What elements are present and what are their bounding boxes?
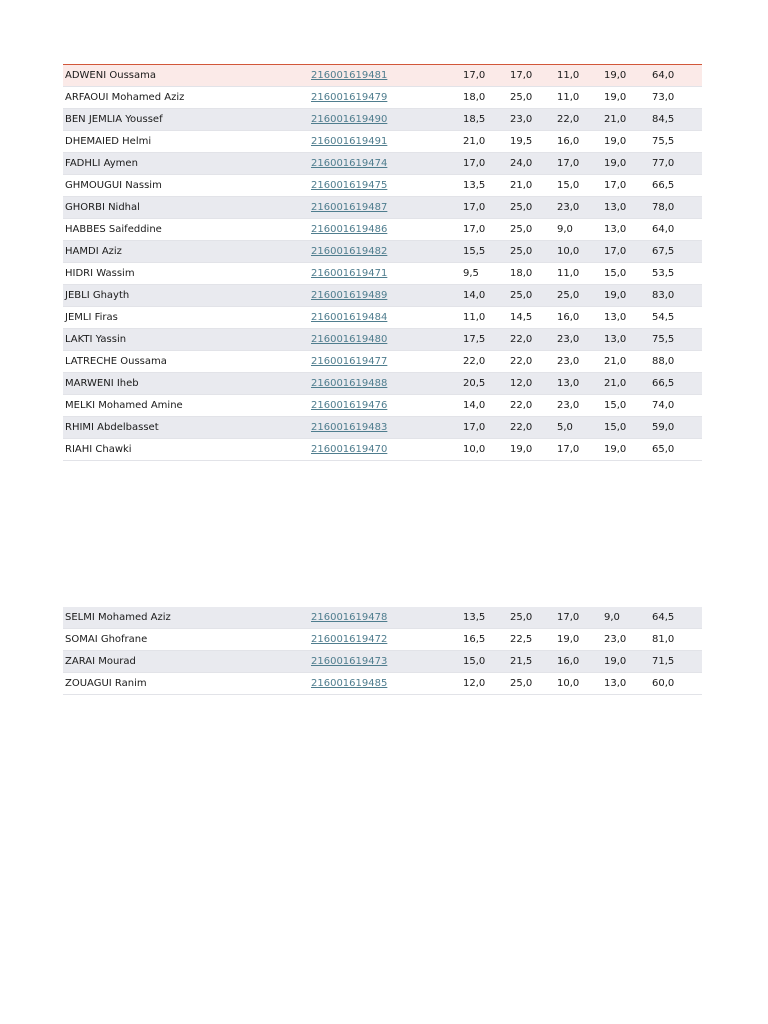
total-score-cell: 53,5 [652,268,675,279]
score-cell-4: 15,0 [604,268,627,279]
score-cell-2: 21,0 [510,180,533,191]
score-cell-3: 10,0 [557,246,580,257]
student-grades-table-part-2 [63,607,702,695]
student-name-cell: ADWENI Oussama [65,70,156,81]
score-cell-3: 23,0 [557,356,580,367]
score-cell-2: 17,0 [510,70,533,81]
score-cell-2: 25,0 [510,290,533,301]
student-name-cell: ZARAI Mourad [65,656,136,667]
total-score-cell: 71,5 [652,656,675,667]
student-id-link[interactable]: 216001619477 [311,356,388,367]
total-score-cell: 88,0 [652,356,675,367]
total-score-cell: 83,0 [652,290,675,301]
score-cell-3: 25,0 [557,290,580,301]
score-cell-1: 9,5 [463,268,479,279]
score-cell-1: 17,0 [463,224,486,235]
score-cell-3: 23,0 [557,334,580,345]
score-cell-1: 17,0 [463,422,486,433]
score-cell-1: 12,0 [463,678,486,689]
student-id-link[interactable]: 216001619471 [311,268,388,279]
total-score-cell: 64,5 [652,612,675,623]
score-cell-2: 22,0 [510,400,533,411]
student-name-cell: GHORBI Nidhal [65,202,140,213]
score-cell-2: 19,0 [510,444,533,455]
score-cell-3: 10,0 [557,678,580,689]
score-cell-1: 15,0 [463,656,486,667]
score-cell-2: 22,0 [510,422,533,433]
table-row [63,131,702,153]
student-id-link[interactable]: 216001619486 [311,224,388,235]
total-score-cell: 81,0 [652,634,675,645]
student-id-link[interactable]: 216001619488 [311,378,388,389]
total-score-cell: 66,5 [652,378,675,389]
score-cell-2: 24,0 [510,158,533,169]
score-cell-1: 21,0 [463,136,486,147]
score-cell-3: 15,0 [557,180,580,191]
student-name-cell: HABBES Saifeddine [65,224,162,235]
score-cell-1: 17,0 [463,158,486,169]
score-cell-3: 5,0 [557,422,573,433]
score-cell-1: 13,5 [463,180,486,191]
score-cell-4: 15,0 [604,400,627,411]
total-score-cell: 65,0 [652,444,675,455]
student-name-cell: ARFAOUI Mohamed Aziz [65,92,185,103]
table-row [63,673,702,695]
score-cell-3: 16,0 [557,136,580,147]
score-cell-1: 22,0 [463,356,486,367]
student-id-link[interactable]: 216001619485 [311,678,388,689]
total-score-cell: 77,0 [652,158,675,169]
score-cell-1: 13,5 [463,612,486,623]
score-cell-2: 18,0 [510,268,533,279]
score-cell-1: 15,5 [463,246,486,257]
total-score-cell: 78,0 [652,202,675,213]
score-cell-4: 19,0 [604,70,627,81]
score-cell-3: 16,0 [557,656,580,667]
student-name-cell: RIAHI Chawki [65,444,132,455]
score-cell-3: 11,0 [557,92,580,103]
score-cell-4: 17,0 [604,246,627,257]
student-id-link[interactable]: 216001619476 [311,400,388,411]
table-row [63,395,702,417]
student-name-cell: RHIMI Abdelbasset [65,422,159,433]
student-id-link[interactable]: 216001619481 [311,70,388,81]
score-cell-2: 25,0 [510,678,533,689]
table-row [63,153,702,175]
score-cell-2: 25,0 [510,246,533,257]
score-cell-1: 20,5 [463,378,486,389]
table-row [63,373,702,395]
score-cell-1: 16,5 [463,634,486,645]
score-cell-3: 11,0 [557,70,580,81]
total-score-cell: 60,0 [652,678,675,689]
table-row [63,351,702,373]
student-id-link[interactable]: 216001619489 [311,290,388,301]
score-cell-4: 15,0 [604,422,627,433]
student-name-cell: SELMI Mohamed Aziz [65,612,171,623]
student-name-cell: SOMAI Ghofrane [65,634,148,645]
student-id-link[interactable]: 216001619472 [311,634,388,645]
student-name-cell: LAKTI Yassin [65,334,127,345]
table-row [63,329,702,351]
score-cell-2: 12,0 [510,378,533,389]
score-cell-1: 17,0 [463,70,486,81]
score-cell-4: 19,0 [604,158,627,169]
table-row [63,651,702,673]
total-score-cell: 59,0 [652,422,675,433]
score-cell-2: 22,5 [510,634,533,645]
total-score-cell: 84,5 [652,114,675,125]
score-cell-1: 18,0 [463,92,486,103]
student-id-link[interactable]: 216001619475 [311,180,388,191]
student-name-cell: LATRECHE Oussama [65,356,167,367]
student-id-link[interactable]: 216001619490 [311,114,388,125]
score-cell-4: 9,0 [604,612,620,623]
student-id-link[interactable]: 216001619487 [311,202,388,213]
student-name-cell: GHMOUGUI Nassim [65,180,162,191]
student-id-link[interactable]: 216001619478 [311,612,388,623]
table-row [63,439,702,461]
table-row [63,65,702,87]
score-cell-4: 21,0 [604,356,627,367]
score-cell-4: 13,0 [604,202,627,213]
table-row [63,629,702,651]
score-cell-4: 19,0 [604,444,627,455]
total-score-cell: 54,5 [652,312,675,323]
student-id-link[interactable]: 216001619480 [311,334,388,345]
score-cell-2: 25,0 [510,224,533,235]
score-cell-3: 23,0 [557,400,580,411]
score-cell-3: 23,0 [557,202,580,213]
score-cell-4: 17,0 [604,180,627,191]
total-score-cell: 75,5 [652,136,675,147]
score-cell-4: 23,0 [604,634,627,645]
student-name-cell: JEBLI Ghayth [65,290,130,301]
score-cell-3: 17,0 [557,612,580,623]
score-cell-4: 13,0 [604,312,627,323]
score-cell-3: 17,0 [557,158,580,169]
score-cell-3: 9,0 [557,224,573,235]
score-cell-3: 19,0 [557,634,580,645]
score-cell-2: 21,5 [510,656,533,667]
total-score-cell: 64,0 [652,224,675,235]
total-score-cell: 74,0 [652,400,675,411]
student-name-cell: ZOUAGUI Ranim [65,678,147,689]
student-id-link[interactable]: 216001619479 [311,92,388,103]
table-row [63,285,702,307]
student-id-link[interactable]: 216001619482 [311,246,388,257]
score-cell-4: 13,0 [604,224,627,235]
student-name-cell: DHEMAIED Helmi [65,136,152,147]
total-score-cell: 75,5 [652,334,675,345]
student-name-cell: FADHLI Aymen [65,158,138,169]
score-cell-2: 22,0 [510,334,533,345]
student-id-link[interactable]: 216001619484 [311,312,388,323]
score-cell-2: 25,0 [510,202,533,213]
student-name-cell: MELKI Mohamed Amine [65,400,183,411]
table-row [63,197,702,219]
student-name-cell: BEN JEMLIA Youssef [65,114,163,125]
score-cell-4: 21,0 [604,114,627,125]
score-cell-4: 19,0 [604,290,627,301]
student-id-link[interactable]: 216001619491 [311,136,388,147]
table-row [63,175,702,197]
score-cell-1: 17,0 [463,202,486,213]
score-cell-1: 14,0 [463,290,486,301]
score-cell-4: 19,0 [604,92,627,103]
score-cell-1: 10,0 [463,444,486,455]
table-row [63,241,702,263]
score-cell-4: 21,0 [604,378,627,389]
score-cell-3: 22,0 [557,114,580,125]
score-cell-2: 14,5 [510,312,533,323]
score-cell-4: 13,0 [604,678,627,689]
total-score-cell: 67,5 [652,246,675,257]
score-cell-1: 18,5 [463,114,486,125]
score-cell-4: 19,0 [604,656,627,667]
score-cell-4: 13,0 [604,334,627,345]
score-cell-2: 25,0 [510,92,533,103]
score-cell-1: 17,5 [463,334,486,345]
student-name-cell: MARWENI Iheb [65,378,139,389]
table-row [63,307,702,329]
table-row [63,219,702,241]
total-score-cell: 66,5 [652,180,675,191]
score-cell-3: 17,0 [557,444,580,455]
student-id-link[interactable]: 216001619483 [311,422,388,433]
student-grades-table-part-1 [63,64,702,461]
score-cell-3: 11,0 [557,268,580,279]
student-id-link[interactable]: 216001619474 [311,158,388,169]
score-cell-4: 19,0 [604,136,627,147]
total-score-cell: 64,0 [652,70,675,81]
student-name-cell: HIDRI Wassim [65,268,135,279]
table-row [63,607,702,629]
score-cell-2: 25,0 [510,612,533,623]
table-row [63,109,702,131]
table-row [63,263,702,285]
total-score-cell: 73,0 [652,92,675,103]
score-cell-2: 23,0 [510,114,533,125]
score-cell-2: 22,0 [510,356,533,367]
student-name-cell: HAMDI Aziz [65,246,122,257]
table-row [63,87,702,109]
score-cell-1: 11,0 [463,312,486,323]
student-id-link[interactable]: 216001619470 [311,444,388,455]
score-cell-1: 14,0 [463,400,486,411]
score-cell-2: 19,5 [510,136,533,147]
score-cell-3: 16,0 [557,312,580,323]
student-id-link[interactable]: 216001619473 [311,656,388,667]
table-row [63,417,702,439]
score-cell-3: 13,0 [557,378,580,389]
student-name-cell: JEMLI Firas [65,312,118,323]
